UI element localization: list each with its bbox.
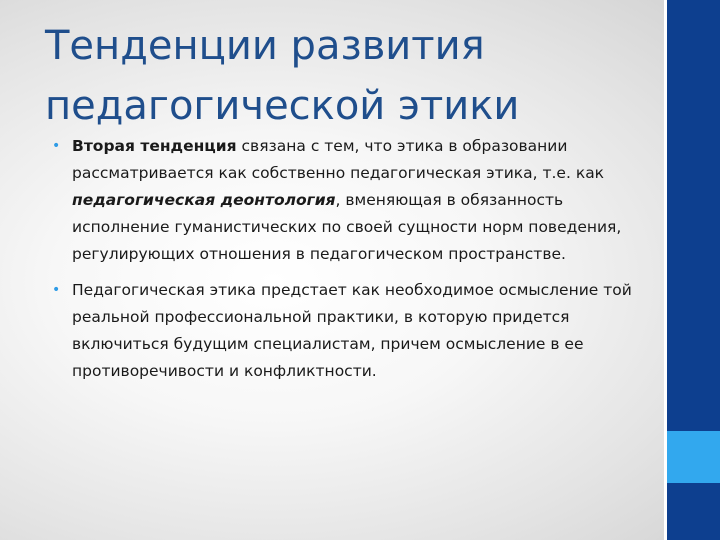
sidebar-stripe-bottom [667, 483, 720, 540]
bullet-icon: • [52, 282, 61, 298]
bullet-list [52, 133, 652, 394]
slide-title-line-2: педагогической этики [45, 83, 520, 129]
bullet-1-bold-lead: Вторая тенденция [72, 137, 237, 155]
bullet-item-2 [52, 277, 652, 385]
sidebar-stripe-accent [667, 431, 720, 483]
bullet-icon: • [52, 138, 61, 154]
bullet-text-2: Педагогическая этика предстает как необходимое осмысление той реальной профессиональной практики, в которую придется включиться будущим специалистам, причем осмысление в ее противоречивости и конфликтности. [72, 281, 632, 380]
bullet-1-text-part-2: , вменяющая в обязанность исполнение гуманистических по своей сущности норм поведения, регулирующих отношения в педагогическом пространстве. [72, 191, 622, 263]
bullet-1-text-part-1: связана с тем, что этика в образовании рассматривается как собственно педагогическая этика, т.е. как [72, 137, 605, 182]
slide-title [45, 16, 645, 136]
slide-title-line-1: Тенденции развития [45, 23, 485, 69]
bullet-text-1 [72, 137, 621, 263]
bullet-item-1 [52, 133, 652, 268]
sidebar-stripe-top [667, 0, 720, 431]
bullet-1-emphasis-term: педагогическая деонтология [72, 191, 336, 209]
